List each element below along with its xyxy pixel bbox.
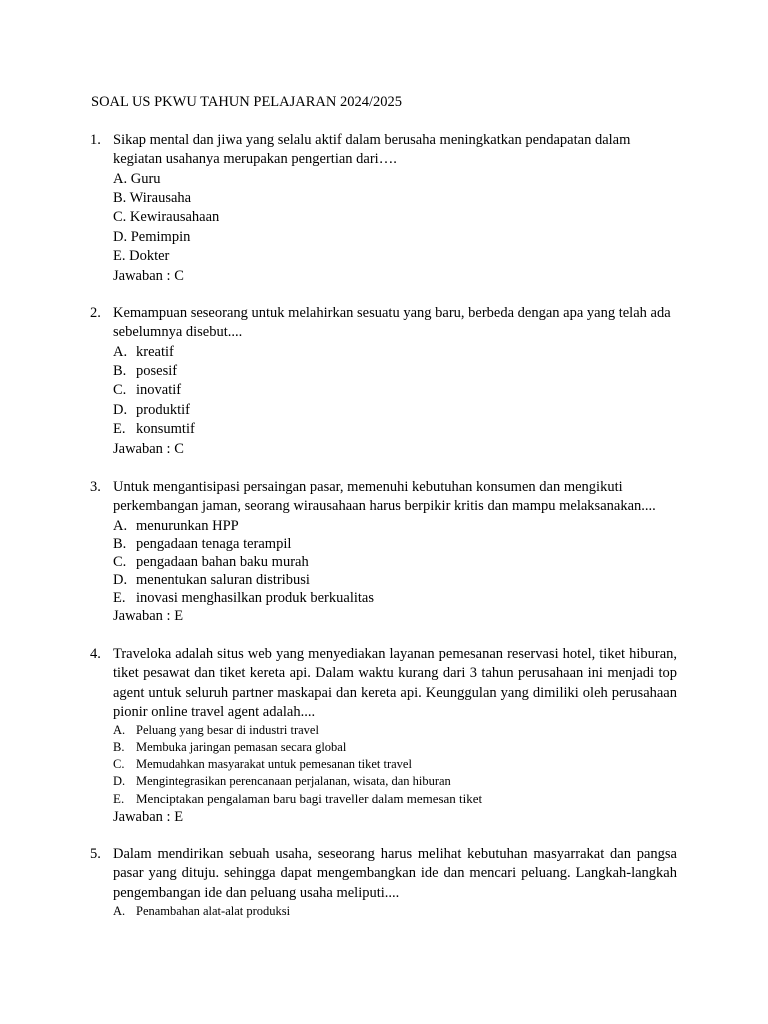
question-4 <box>0 645 768 827</box>
option-list <box>0 343 768 440</box>
option-e: E. inovasi menghasilkan produk berkualitas <box>113 589 374 606</box>
option-c: C. Kewirausahaan <box>113 209 220 226</box>
option-d: D. produktif <box>113 401 190 418</box>
option-b: B. Membuka jaringan pemasan secara global <box>113 740 347 755</box>
option-c: C. Memudahkan masyarakat untuk pemesanan tiket travel <box>113 757 412 771</box>
question-text: Traveloka adalah situs web yang menyediakan layanan pemesanan reservasi hotel, tiket hiburan, tiket pesawat dan tiket kereta api. Dalam waktu kurang dari 3 tahun perusahaan ini menjadi top agent untuk seluruh partner maskapai dan kereta api. Keunggulan yang dimiliki oleh perusahaan pionir online travel agent adalah.... <box>113 646 677 720</box>
question-number: 3. <box>90 479 101 495</box>
option-c: C. inovatif <box>113 382 182 399</box>
option-a: A. kreatif <box>113 343 174 360</box>
question-text: Sikap mental dan jiwa yang selalu aktif dalam berusaha meningkatkan pendapatan dalam kegiatan usahanya merupakan pengertian dari…. <box>113 132 631 168</box>
answer-key: Jawaban : E <box>113 808 184 825</box>
question-2 <box>0 304 768 459</box>
option-a: A. menurunkan HPP <box>113 517 239 534</box>
option-a: A. Guru <box>113 170 161 187</box>
option-d: D. Pemimpin <box>113 228 191 245</box>
option-e: E. konsumtif <box>113 421 195 438</box>
option-b: B. pengadaan tenaga terampil <box>113 535 292 552</box>
option-e: E. Dokter <box>113 248 170 265</box>
question-text: Dalam mendirikan sebuah usaha, seseorang harus melihat kebutuhan masyarrakat dan pangsa pasar yang dituju. sehingga dapat mengembangkan ide dan mencari peluang. Langkah-langkah pengembangan ide dan peluang usaha meliputi.... <box>113 846 677 901</box>
question-1 <box>0 131 768 286</box>
option-list <box>0 903 768 920</box>
answer-key: Jawaban : C <box>113 440 184 457</box>
answer-key: Jawaban : E <box>113 607 184 624</box>
option-c: C. pengadaan bahan baku murah <box>113 553 309 570</box>
question-number: 1. <box>90 132 101 148</box>
option-a: A. Peluang yang besar di industri travel <box>113 723 319 738</box>
question-text: Kemampuan seseorang untuk melahirkan sesuatu yang baru, berbeda dengan apa yang telah ada sebelumnya disebut.... <box>113 305 671 341</box>
question-number: 4. <box>90 646 101 662</box>
question-text: Untuk mengantisipasi persaingan pasar, memenuhi kebutuhan konsumen dan mengikuti perkembangan jaman, seorang wirausahaan harus berpikir kritis dan mampu melaksanakan.... <box>113 479 656 515</box>
question-3 <box>0 478 768 626</box>
option-a: A. Penambahan alat-alat produksi <box>113 903 291 918</box>
question-number: 5. <box>90 846 101 862</box>
option-list <box>0 170 768 267</box>
question-number: 2. <box>90 305 101 321</box>
option-list <box>0 517 768 607</box>
option-d: D. menentukan saluran distribusi <box>113 571 310 588</box>
question-5 <box>0 845 768 920</box>
option-list <box>0 722 768 808</box>
option-b: B. Wirausaha <box>113 190 192 206</box>
answer-key: Jawaban : C <box>113 267 184 284</box>
option-b: B. posesif <box>113 363 178 379</box>
option-e: E. Menciptakan pengalaman baru bagi traveller dalam memesan tiket <box>113 790 483 806</box>
document-title: SOAL US PKWU TAHUN PELAJARAN 2024/2025 <box>91 94 403 110</box>
option-d: D. Mengintegrasikan perencanaan perjalanan, wisata, dan hiburan <box>113 773 451 788</box>
